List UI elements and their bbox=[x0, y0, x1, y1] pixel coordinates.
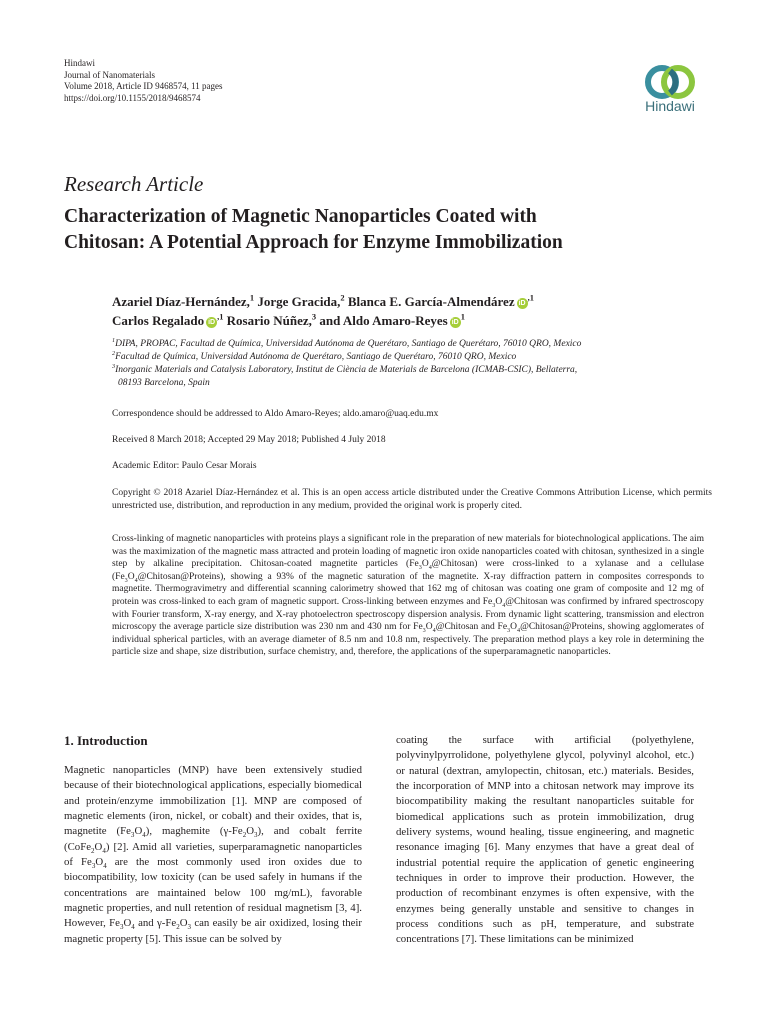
subscript: 3 bbox=[130, 831, 135, 840]
affiliation-marker: 1 bbox=[460, 311, 465, 322]
affiliation-number: 2 bbox=[112, 350, 116, 357]
affiliation-text: Facultad de Química, Universidad Autónoma de Querétaro, Santiago de Querétaro, 76010 QRO, Mexico bbox=[115, 352, 517, 362]
abstract-text: Cross-linking of magnetic nanoparticles with proteins plays a significant role in the preparation of new materials for biotechnological applications. The aim was the maximization of the magnetic mass attracted and protein loading of magnetic iron oxide nanoparticles coated with chitosan, synthesized in a single step by alkaline precipitation. Chitosan-coated magnetite particles (Fe bbox=[112, 534, 704, 570]
affiliation-number: 1 bbox=[112, 337, 116, 344]
paragraph-text: ), maghemite ( bbox=[145, 825, 224, 838]
subscript: 3 bbox=[422, 628, 426, 635]
section-heading: 1. Introduction bbox=[64, 733, 148, 748]
subscript: 4 bbox=[428, 565, 432, 572]
body-column-right: coating the surface with artificial (polyethylene, polyvinylpyrrolidone, polyethylene glycol, polyvinyl alcohol, etc.) or natural (dextran, amylopectin, chitosan, etc.) materials. Besides, the incorporation of MNP into a chitosan network may improve its biocompatibility making the resultant nanoparticles suitable for biomedical applications such as protein immobilization, drug delivery systems, wound healing, tissue engineering, and magnetic resonance imaging [6]. Many enzymes that have a great deal of industrial potential require the application of genetic engineering techniques in order to improve their production. However, the production of recombinant enzymes is often expensive, with the enzymes being generally unstable and sensitive to changes in process conditions such as pH, temperature, and substrate concentrations [7]. These limitations can be minimized bbox=[396, 734, 694, 946]
affiliation-marker: ,1 bbox=[217, 311, 224, 322]
author-name[interactable]: and Aldo Amaro-Reyes bbox=[316, 313, 448, 328]
subscript: 4 bbox=[102, 846, 106, 855]
abstract bbox=[112, 533, 704, 659]
formula-text: O bbox=[495, 596, 503, 607]
subscript: 4 bbox=[517, 628, 521, 635]
affiliation-marker: 1 bbox=[249, 292, 255, 303]
abstract-text: @Chitosan) were cross-linked to a xylanase and a cellulase (Fe bbox=[112, 559, 704, 582]
formula-text: O bbox=[95, 856, 104, 869]
paragraph-text: and bbox=[134, 917, 158, 930]
paragraph-text: are the most commonly used iron oxides due to biocompatibility, low toxicity (can be used safely in humans if the concentrations are maintained below 100 mg/mL), favorable magnetic properties, and null retention of residual magnetism [3, 4]. However, bbox=[64, 856, 362, 930]
formula-text: Fe bbox=[231, 825, 243, 838]
affiliation-marker: ,1 bbox=[527, 292, 534, 303]
affiliation-1 bbox=[112, 338, 712, 351]
affiliation-number: 3 bbox=[112, 363, 116, 370]
title-line-1: Characterization of Magnetic Nanoparticles Coated with bbox=[64, 206, 537, 227]
formula-text: Fe bbox=[120, 825, 131, 838]
affiliation-text: DIPA, PROPAC, Facultad de Química, Universidad Autónoma de Querétaro, Santiago de Querétaro, 76010 QRO, Mexico bbox=[115, 339, 582, 349]
formula-text: CoFe bbox=[67, 840, 92, 853]
intro-paragraph bbox=[64, 763, 362, 947]
affiliation-2 bbox=[112, 351, 712, 364]
formula-text: O bbox=[246, 825, 255, 838]
author-name[interactable]: Jorge Gracida, bbox=[254, 294, 341, 309]
publisher-name: Hindawi bbox=[64, 58, 95, 68]
academic-editor: Academic Editor: Paulo Cesar Morais bbox=[112, 461, 257, 471]
author-list bbox=[112, 292, 712, 330]
subscript: 4 bbox=[103, 862, 107, 871]
author-name[interactable]: Blanca E. García-Almendárez bbox=[344, 294, 515, 309]
subscript: 2 bbox=[176, 923, 180, 932]
orcid-icon[interactable]: iD bbox=[451, 319, 459, 326]
subscript: 3 bbox=[492, 602, 496, 609]
subscript: 3 bbox=[507, 628, 511, 635]
subscript: 2 bbox=[91, 846, 95, 855]
publication-dates: Received 8 March 2018; Accepted 29 May 2018; Published 4 July 2018 bbox=[112, 435, 386, 445]
paragraph-text: ), and cobalt ferrite ( bbox=[64, 825, 362, 853]
abstract-text: @Chitosan@Proteins), showing a 93% of the magnetic saturation of the magnetite. X-ray diffraction pattern in composites corresponds to magnetite. Thermogravimetry and differential scanning calorimetry showed that 162 mg of chitosan was coating one gram of composite and 12 mg of protein was cross-linked to each gram of magnetic support. Cross-linking between enzymes and Fe bbox=[112, 571, 704, 607]
subscript: 3 bbox=[418, 565, 422, 572]
affiliation-marker: 3 bbox=[311, 311, 317, 322]
paragraph-text: can easily be air oxidized, losing their magnetic property [5]. This issue can be solved by bbox=[64, 917, 362, 945]
paragraph-text: Magnetic nanoparticles (MNP) have been extensively studied because of their biotechnological applications, especially biomedical and protein/enzyme immobilization [1]. MNP are composed of magnetic elements (iron, nickel, or cobalt) and their oxides, that is, magnetite ( bbox=[64, 764, 362, 838]
hindawi-logo-icon bbox=[645, 64, 695, 100]
formula-text: O bbox=[425, 622, 433, 633]
orcid-icon[interactable]: iD bbox=[518, 300, 526, 307]
article-type: Research Article bbox=[64, 172, 204, 196]
affiliation-3 bbox=[112, 364, 712, 377]
subscript: 3 bbox=[119, 923, 124, 932]
doi-link[interactable]: https://doi.org/10.1155/2018/9468574 bbox=[64, 92, 201, 103]
formula-text: Fe bbox=[165, 917, 177, 930]
abstract-text: @Chitosan and Fe bbox=[435, 622, 508, 633]
volume-info: Volume 2018, Article ID 9468574, 11 pages bbox=[64, 81, 223, 91]
formula-text: Fe bbox=[81, 856, 92, 869]
formula-text: O bbox=[123, 917, 132, 930]
article-title bbox=[64, 204, 714, 256]
subscript: 4 bbox=[142, 831, 146, 840]
subscript: 2 bbox=[242, 831, 247, 840]
logo-wordmark: Hindawi bbox=[645, 98, 695, 114]
author-name[interactable]: Carlos Regalado bbox=[112, 313, 205, 328]
formula-text: O bbox=[127, 571, 135, 582]
paragraph-text: ) [2]. Amid all varieties, superparamagnetic nanoparticles of bbox=[64, 840, 362, 869]
affiliation-text: Inorganic Materials and Catalysis Laboratory, Institut de Ciència de Materials de Barcelona (ICMAB-CSIC), Bellaterra, bbox=[115, 365, 578, 375]
affiliations bbox=[112, 338, 712, 390]
orcid-icon[interactable]: iD bbox=[208, 319, 216, 326]
subscript: 3 bbox=[124, 577, 128, 584]
formula-text: γ- bbox=[223, 825, 232, 838]
subscript: 3 bbox=[254, 831, 258, 840]
copyright-notice: Copyright © 2018 Azariel Díaz-Hernández et al. This is an open access article distributed under the Creative Commons Attribution License, which permits unrestricted use, distribution, and reproduction in any medium, provided the original work is properly cited. bbox=[112, 488, 712, 511]
formula-text: O bbox=[510, 622, 517, 633]
subscript: 4 bbox=[432, 628, 436, 635]
journal-header bbox=[64, 58, 222, 104]
hindawi-logo bbox=[636, 64, 704, 114]
title-line-2: Chitosan: A Potential Approach for Enzyme Immobilization bbox=[64, 232, 563, 253]
formula-text: Fe bbox=[109, 917, 120, 930]
formula-text: O bbox=[134, 825, 143, 838]
author-name[interactable]: Rosario Núñez, bbox=[223, 313, 312, 328]
subscript: 4 bbox=[502, 602, 506, 609]
affiliation-marker: 2 bbox=[340, 292, 345, 303]
abstract-text: @Chitosan@Proteins, showing agglomerates of individual spherical particles, with an average diameter of 8.5 nm and 10.8 nm, respectively. The preparation method plays a key role in determining the particle size and shape, size distribution, surface chemistry, and, therefore, the applications of the superparamagnetic nanoparticles. bbox=[112, 622, 705, 658]
author-name[interactable]: Azariel Díaz-Hernández, bbox=[112, 294, 250, 309]
subscript: 3 bbox=[187, 923, 192, 932]
body-column-left bbox=[64, 733, 362, 947]
formula-text: O bbox=[179, 917, 188, 930]
formula-text: O bbox=[94, 840, 103, 853]
journal-name: Journal of Nanomaterials bbox=[64, 69, 155, 80]
correspondence: Correspondence should be addressed to Aldo Amaro-Reyes; aldo.amaro@uaq.edu.mx bbox=[112, 409, 439, 419]
subscript: 4 bbox=[131, 923, 135, 932]
affiliation-3-cont: 08193 Barcelona, Spain bbox=[118, 378, 210, 388]
abstract-text: @Chitosan was confirmed by infrared spectroscopy with Fourier transform, X-ray energy, and X-ray photoelectron spectroscopy dispersion analysis. From dynamic light scattering, transmission and electron microscopy the average particle size distribution was 230 nm and 430 nm for Fe bbox=[112, 596, 704, 633]
formula-text: O bbox=[421, 559, 429, 570]
formula-text: γ- bbox=[157, 917, 166, 930]
subscript: 4 bbox=[134, 577, 138, 584]
subscript: 3 bbox=[91, 862, 96, 871]
